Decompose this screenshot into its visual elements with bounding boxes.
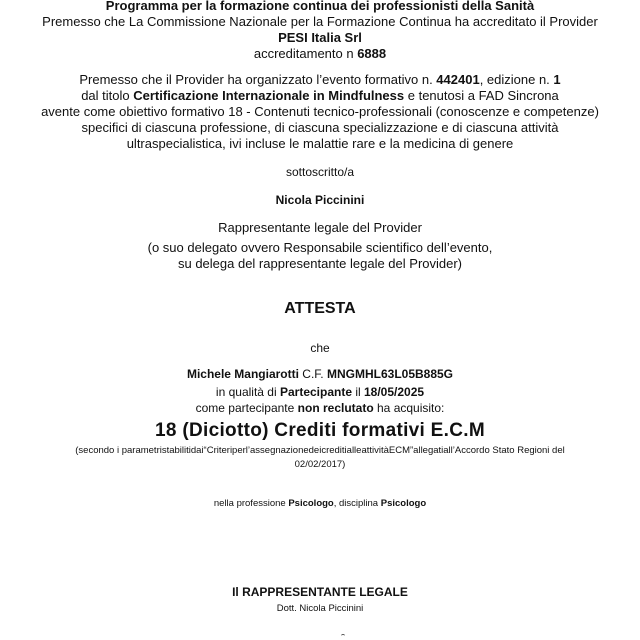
recruitment-line bbox=[0, 400, 640, 416]
fiscal-code: MNGMHL63L05B885G bbox=[326, 367, 454, 381]
program-title: Programma per la formazione continua dei professionisti della Sanità bbox=[105, 0, 535, 13]
profession-line bbox=[0, 498, 640, 509]
criteria-line-1: (secondo i parametristabilitidai“Criteriperl’assegnazionedeicreditialleattivitàECM”allegatiall’Accordo Stato Regioni del bbox=[75, 445, 565, 456]
sottoscritto-label: sottoscritto/a bbox=[285, 165, 355, 179]
event-title: Certificazione Internazionale in Mindfulness bbox=[133, 88, 405, 103]
il-label: il bbox=[352, 385, 364, 399]
delegate-line-1: (o suo delegato ovvero Responsabile scientifico dell’evento, bbox=[147, 240, 493, 255]
event-location: e tenutosi a FAD Sincrona bbox=[404, 88, 559, 103]
signatory-name: Nicola Piccinini bbox=[275, 193, 365, 207]
credits-heading: 18 (Diciotto) Crediti formativi E.C.M bbox=[155, 420, 485, 441]
legal-representative-title: Il RAPPRESENTANTE LEGALE bbox=[232, 585, 408, 599]
attesta-title: ATTESTA bbox=[284, 300, 356, 317]
edition-number: 1 bbox=[553, 72, 561, 87]
acquired-label: ha acquisito: bbox=[373, 401, 445, 415]
participant-name: Michele Mangiarotti bbox=[186, 367, 299, 381]
participant-line bbox=[0, 366, 640, 382]
profession-prefix: nella professione bbox=[213, 498, 289, 509]
che-label: che bbox=[310, 341, 330, 355]
accreditamento-label: accreditamento n bbox=[253, 46, 358, 61]
event-number: 442401 bbox=[436, 72, 480, 87]
objective-line-3: ultraspecialistica, ivi incluse le malattie rare e la medicina di genere bbox=[126, 136, 514, 151]
accreditamento-number: 6888 bbox=[357, 46, 387, 61]
participation-date: 18/05/2025 bbox=[364, 385, 425, 399]
program-heading bbox=[0, 0, 640, 14]
title-label: dal titolo bbox=[81, 88, 134, 103]
signatory-role: Rappresentante legale del Provider bbox=[218, 220, 422, 235]
profession-value: Psicologo bbox=[288, 498, 334, 509]
role-date-line bbox=[0, 384, 640, 400]
provider-name: PESI Italia Srl bbox=[278, 30, 362, 45]
event-premise-label: Premesso che il Provider ha organizzato l’evento formativo n. bbox=[79, 72, 437, 87]
signature-stroke bbox=[341, 634, 345, 638]
accreditamento-line bbox=[0, 46, 640, 62]
discipline-value: Psicologo bbox=[380, 498, 427, 509]
legal-representative-heading bbox=[0, 584, 640, 600]
commissione-premise: Premesso che La Commissione Nazionale per la Formazione Continua ha accreditato il Provider bbox=[42, 14, 598, 29]
criteria-line-2: 02/02/2017) bbox=[294, 459, 346, 470]
delegate-line-2: su delega del rappresentante legale del Provider) bbox=[177, 256, 463, 271]
provider-name-line bbox=[0, 30, 640, 46]
signatory-name-line bbox=[0, 192, 640, 208]
edition-label: , edizione n. bbox=[479, 72, 554, 87]
participant-role: Partecipante bbox=[279, 385, 352, 399]
discipline-label: , disciplina bbox=[333, 498, 381, 509]
objective-line-2: specifici di ciascuna professione, di ciascuna specializzazione e di ciascuna attività bbox=[81, 120, 559, 135]
objective-line-1: avente come obiettivo formativo 18 - Contenuti tecnico-professionali (conoscenze e competenze) bbox=[41, 104, 599, 119]
come-label: come partecipante bbox=[195, 401, 298, 415]
event-title-line bbox=[0, 88, 640, 104]
signer-name: Dott. Nicola Piccinini bbox=[276, 603, 364, 614]
recruitment-status: non reclutato bbox=[297, 401, 374, 415]
qualita-label: in qualità di bbox=[215, 385, 280, 399]
event-premise bbox=[0, 72, 640, 88]
cf-label: C.F. bbox=[298, 367, 327, 381]
